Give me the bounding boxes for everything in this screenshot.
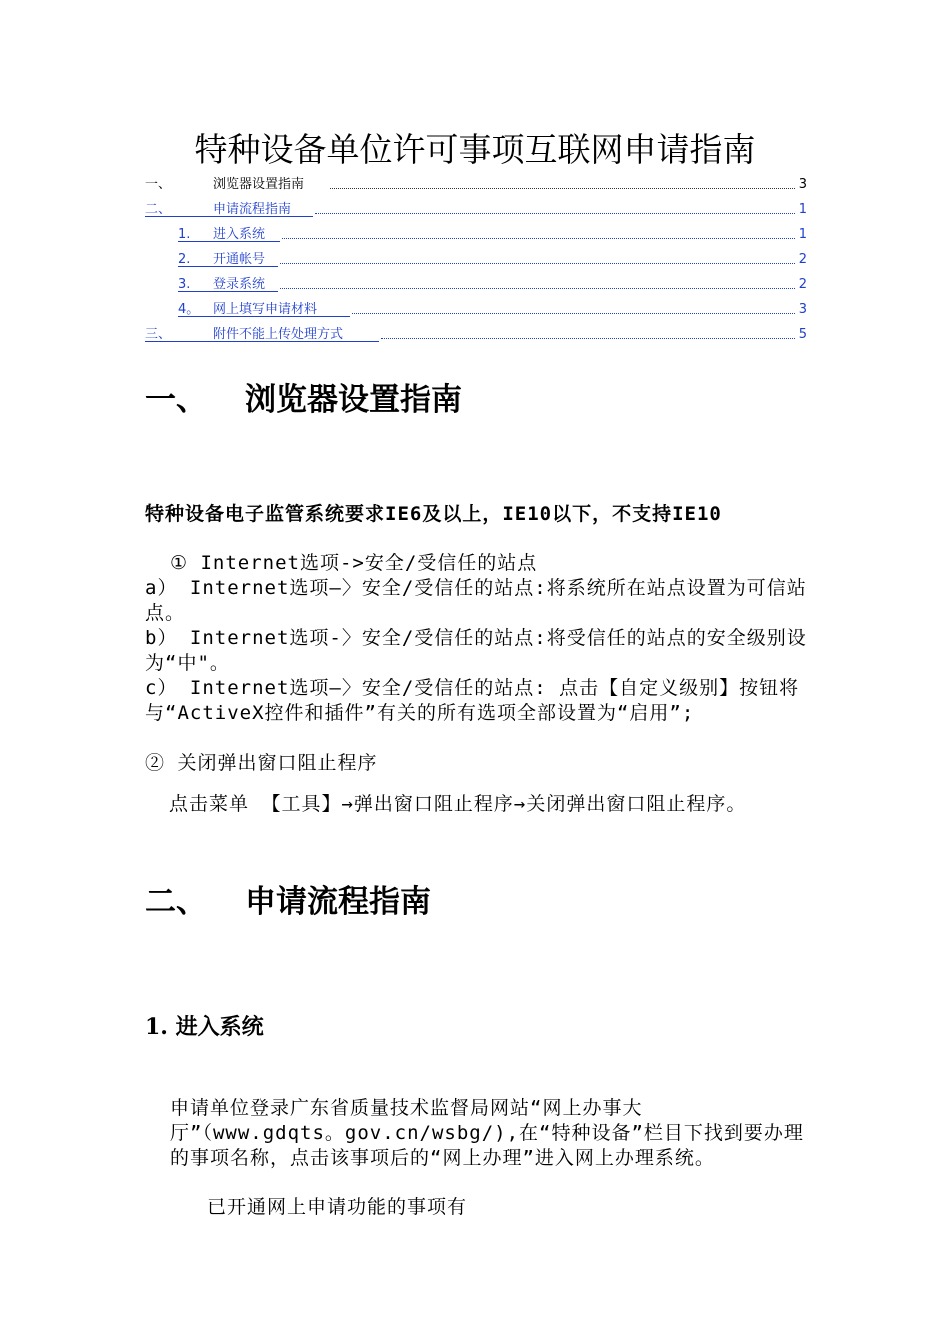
toc-entry-login-system[interactable]	[145, 276, 807, 301]
toc-leader	[315, 213, 795, 214]
table-of-contents	[145, 176, 807, 351]
toc-leader	[282, 238, 795, 239]
enter-system-paragraph: 申请单位登录广东省质量技术监督局网站“网上办事大厅”（www.gdqts。gov.cn/wsbg/),在“特种设备”栏目下找到要办理的事项名称，点击该事项后的“网上办理”进入网上办理系统。	[170, 1097, 804, 1169]
toc-entry-fill-application[interactable]	[145, 301, 807, 326]
toc-number: 4。	[178, 302, 200, 317]
toc-number: 三、	[145, 327, 172, 342]
toc-entry-application-process[interactable]	[145, 201, 807, 226]
toc-page: 3	[798, 302, 807, 317]
menu-instruction-text: 点击菜单 【工具】→弹出窗口阻止程序→关闭弹出窗口阻止程序。	[169, 793, 747, 815]
toc-underline	[145, 216, 313, 217]
step-close-popup-blocker: ② 关闭弹出窗口阻止程序	[145, 752, 378, 774]
toc-underline	[178, 266, 278, 267]
document-title: 特种设备单位许可事项互联网申请指南	[194, 130, 756, 169]
toc-underline	[145, 341, 379, 342]
toc-label: 开通帐号	[213, 252, 266, 267]
toc-label: 附件不能上传处理方式	[213, 327, 344, 342]
toc-number: 二、	[145, 202, 172, 217]
section-title: 浏览器设置指南	[245, 382, 462, 418]
section-number: 一、	[145, 382, 207, 418]
toc-page: 3	[798, 177, 807, 192]
toc-underline	[178, 291, 278, 292]
toc-number: 2.	[178, 252, 191, 267]
toc-page: 1	[798, 202, 807, 217]
toc-number: 一、	[145, 177, 172, 192]
toc-leader	[330, 188, 795, 189]
section-title: 申请流程指南	[245, 884, 431, 920]
toc-entry-open-account[interactable]	[145, 251, 807, 276]
toc-label: 浏览器设置指南	[213, 177, 305, 192]
ie-requirement-text: 特种设备电子监管系统要求IE6及以上，IE10以下，不支持IE10	[145, 503, 722, 525]
item-a-text: a） Internet选项—〉安全/受信任的站点:将系统所在站点设置为可信站点。	[145, 577, 807, 624]
toc-underline	[178, 316, 350, 317]
toc-leader	[280, 288, 795, 289]
toc-page: 2	[798, 277, 807, 292]
toc-page: 1	[798, 227, 807, 242]
toc-entry-attachment-upload[interactable]	[145, 326, 807, 351]
toc-leader	[381, 338, 795, 339]
toc-label: 申请流程指南	[213, 202, 292, 217]
subsection-heading-enter-system: 1. 进入系统	[145, 1014, 264, 1040]
toc-number: 3.	[178, 277, 191, 292]
toc-page: 5	[798, 327, 807, 342]
toc-entry-browser-settings[interactable]	[145, 176, 807, 201]
toc-entry-enter-system[interactable]	[145, 226, 807, 251]
section-number: 二、	[145, 884, 207, 920]
item-b-text: b） Internet选项-〉安全/受信任的站点:将受信任的站点的安全级别设为“中"。	[145, 627, 807, 674]
toc-leader	[280, 263, 795, 264]
enabled-items-intro: 已开通网上申请功能的事项有	[207, 1196, 468, 1218]
section-heading-application-process	[145, 882, 431, 922]
toc-number: 1.	[178, 227, 191, 242]
toc-page: 2	[798, 252, 807, 267]
toc-label: 网上填写申请材料	[213, 302, 318, 317]
toc-leader	[352, 313, 795, 314]
toc-underline	[178, 241, 280, 242]
item-c-text: c） Internet选项—〉安全/受信任的站点: 点击【自定义级别】按钮将与“ActiveX控件和插件”有关的所有选项全部设置为“启用”;	[145, 677, 800, 724]
toc-label: 登录系统	[213, 277, 266, 292]
toc-label: 进入系统	[213, 227, 266, 242]
section-heading-browser-settings	[145, 380, 462, 420]
step-internet-options: ① Internet选项->安全/受信任的站点	[170, 552, 538, 574]
